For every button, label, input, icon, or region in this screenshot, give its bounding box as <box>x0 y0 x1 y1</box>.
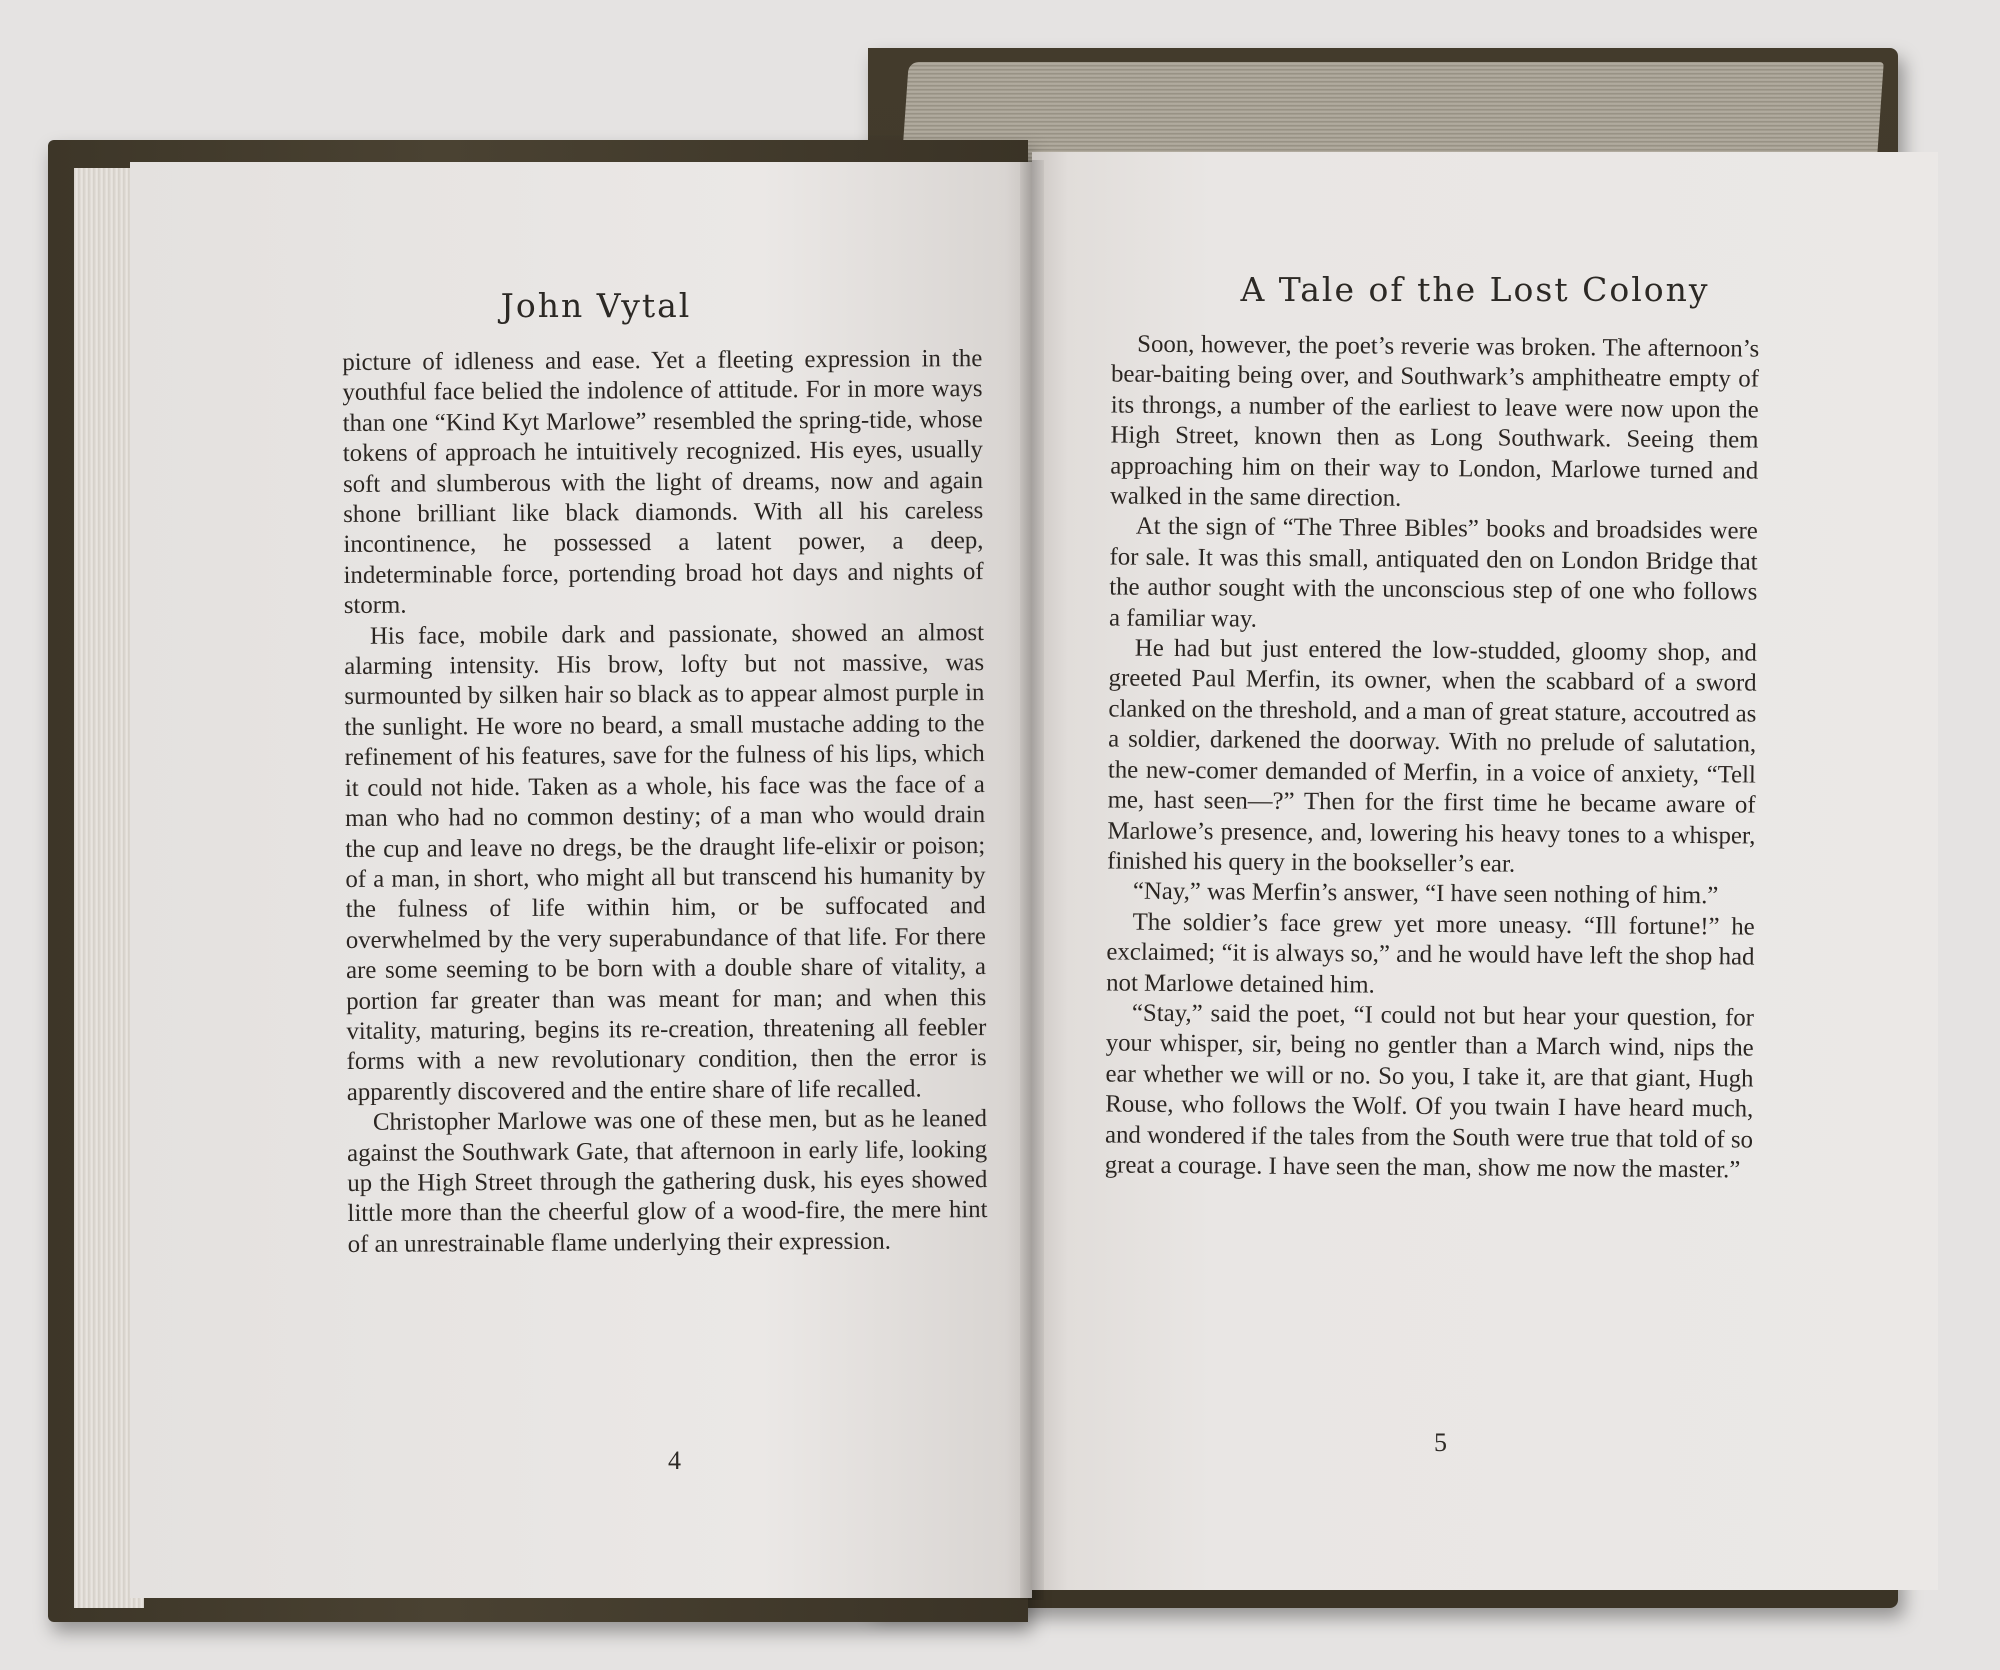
book-gutter <box>1020 160 1044 1600</box>
paragraph: At the sign of “The Three Bibles” books and broadsides were for sale. It was this small, antiquated den on London Bridge that the author sought with the unconscious step of one who follows a familiar way. <box>1108 513 1758 633</box>
paragraph: The soldier’s face grew yet more uneasy. “Ill fortune!” he exclaimed; “it is always so,” and he would have left the shop had not Marlowe detained him. <box>1106 908 1755 999</box>
paragraph: Soon, however, the poet’s reverie was broken. The afternoon’s bear-baiting being over, and Southwark’s amphitheatre empty of its throngs, a number of the earliest to leave were now upon the High Street, known then as Long Southwark. Seeing them approaching him on their way to London, Marlowe turned and walked in the same direction. <box>1109 330 1760 512</box>
left-page-text <box>342 344 988 1260</box>
right-running-head: A Tale of the Lost Colony <box>1240 270 1710 309</box>
paragraph: His face, mobile dark and passionate, showed an almost alarming intensity. His brow, lofty but not massive, was surmounted by silken hair so black as to appear almost purple in the sunlight. He wore no beard, a small mustache adding to the refinement of his features, save for the fulness of his lips, which it could not hide. Taken as a whole, his face was the face of a man who had no common destiny; of a man who would drain the cup and leave no dregs, be the draught life-elixir or poison; of a man, in short, who might all but transcend his humanity by the fulness of life within him, or be suffocated and overwhelmed by the very superabundance of that life. For there are some seeming to be born with a double share of vitality, a portion far greater than was meant for man; and when this vitality, maturing, begins its re-creation, threatening all feebler forms with a new revolutionary condition, then the error is apparently discovered and the entire share of life recalled. <box>344 618 987 1106</box>
paragraph: “Stay,” said the poet, “I could not but hear your question, for your whisper, sir, being no gentler than a March wind, nips the ear whether we will or no. So you, I take it, are that giant, Hugh Rouse, who follows the Wolf. Of you twain I have heard much, and wondered if the tales from the South were true that told of so great a courage. I have seen the man, show me now the master.” <box>1104 999 1755 1184</box>
paragraph: He had but just entered the low-studded, gloomy shop, and greeted Paul Merfin, its owner, when the scabbard of a sword clanked on the threshold, and a man of great stature, accoutred as a soldier, darkened the doorway. With no prelude of salutation, the new-comer demanded of Merfin, in a voice of anxiety, “Tell me, hast seen—?” Then for the first time he became aware of Marlowe’s presence, and, lowering his heavy tones to a whisper, finished his query in the bookseller’s ear. <box>1107 634 1757 878</box>
left-page-number: 4 <box>668 1446 681 1475</box>
left-running-head: John Vytal <box>500 286 692 325</box>
paragraph: Christopher Marlowe was one of these men, but as he leaned against the Southwark Gate, that afternoon in early life, looking up the High Street through the gathering dusk, his eyes showed little more than the cheerful glow of a wood-fire, the mere hint of an unrestrainable flame underlying their expression. <box>347 1105 988 1258</box>
right-page-number: 5 <box>1434 1428 1447 1457</box>
paragraph: picture of idleness and ease. Yet a fleeting expression in the youthful face belied the indolence of attitude. For in more ways than one “Kind Kyt Marlowe” resembled the spring-tide, whose tokens of approach he intuitively recognized. His eyes, usually soft and slumberous with the light of dreams, now and again shone brilliant like black diamonds. With all his careless incontinence, he possessed a latent power, a deep, indeterminable force, portending broad hot days and nights of storm. <box>342 345 984 620</box>
left-page <box>130 162 1032 1598</box>
right-page-text <box>1105 329 1760 1185</box>
paragraph: “Nay,” was Merfin’s answer, “I have seen nothing of him.” <box>1132 877 1719 910</box>
right-page <box>1032 152 1938 1590</box>
